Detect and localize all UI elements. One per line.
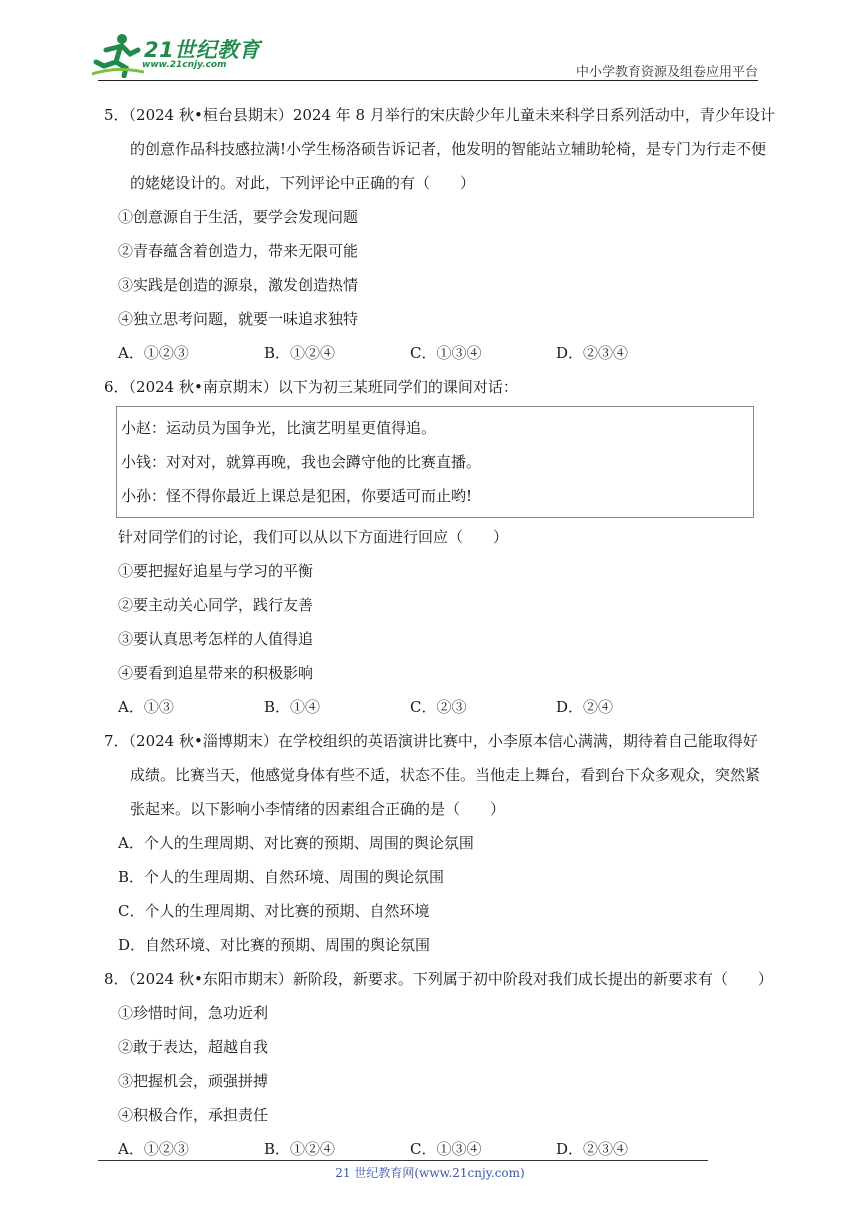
choice-c: C．②③ <box>410 698 467 716</box>
choice-a: A．①③ <box>118 698 174 716</box>
answer-choices <box>104 336 764 370</box>
dialogue-line: 小钱：对对对，就算再晚，我也会蹲守他的比赛直播。 <box>121 453 482 471</box>
logo-text: 21世纪教育 <box>144 38 261 62</box>
choice-b: B．①②④ <box>264 1140 336 1158</box>
statement-item: ②青春蕴含着创造力，带来无限可能 <box>118 242 359 260</box>
question-7 <box>104 724 764 962</box>
question-stem-line: 张起来。以下影响小李情绪的因素组合正确的是（ ） <box>130 800 506 818</box>
runner-logo-icon <box>92 32 144 78</box>
statement-item: ③要认真思考怎样的人值得追 <box>118 630 314 648</box>
choice-a: A．个人的生理周期、对比赛的预期、周围的舆论氛围 <box>118 834 474 852</box>
choice-c: C．①③④ <box>410 1140 482 1158</box>
choice-d: D．②③④ <box>556 344 629 362</box>
question-stem-line: 的创意作品科技感拉满!小学生杨洛硕告诉记者，他发明的智能站立辅助轮椅，是专门为行走不便 <box>130 140 767 158</box>
dialogue-line: 小孙：怪不得你最近上课总是犯困，你要适可而止哟! <box>121 487 473 505</box>
choice-c: C．个人的生理周期、对比赛的预期、自然环境 <box>118 902 430 920</box>
statement-item: ③把握机会，顽强拼搏 <box>118 1072 269 1090</box>
answer-choices <box>104 690 764 724</box>
page-header <box>0 0 860 84</box>
statement-item: ①要把握好追星与学习的平衡 <box>118 562 314 580</box>
dialogue-box <box>116 406 754 518</box>
question-stem-line: 5．（2024 秋•桓台县期末）2024 年 8 月举行的宋庆龄少年儿童未来科学日系列活动中，青少年设计 <box>104 106 775 124</box>
logo-url: www.21cnjy.com <box>142 60 227 70</box>
question-list <box>104 98 775 1166</box>
statement-item: ③实践是创造的源泉，激发创造热情 <box>118 276 359 294</box>
choice-b: B．个人的生理周期、自然环境、周围的舆论氛围 <box>118 868 445 886</box>
choice-c: C．①③④ <box>410 344 482 362</box>
question-stem-line: 成绩。比赛当天，他感觉身体有些不适，状态不佳。当他走上舞台，看到台下众多观众，突然紧 <box>130 766 761 784</box>
statement-item: ②敢于表达，超越自我 <box>118 1038 269 1056</box>
platform-title: 中小学教育资源及组卷应用平台 <box>575 65 758 80</box>
choice-b: B．①②④ <box>264 344 336 362</box>
question-6 <box>104 370 764 724</box>
question-8 <box>104 962 773 1166</box>
statement-item: ④独立思考问题，就要一味追求独特 <box>118 310 359 328</box>
footer-link[interactable]: 21 世纪教育网(www.21cnjy.com) <box>335 1166 525 1180</box>
site-logo <box>92 32 262 78</box>
question-stem-line: 的姥姥设计的。对此，下列评论中正确的有（ ） <box>130 174 476 192</box>
dialogue-line: 小赵：运动员为国争光，比演艺明星更值得追。 <box>121 419 437 437</box>
statement-item: ①珍惜时间，急功近利 <box>118 1004 269 1022</box>
choice-d: D．②③④ <box>556 1140 629 1158</box>
choice-d: D．自然环境、对比赛的预期、周围的舆论氛围 <box>118 936 431 954</box>
footer-divider <box>98 1160 708 1161</box>
question-prompt: 针对同学们的讨论，我们可以从以下方面进行回应（ ） <box>118 528 509 546</box>
header-divider <box>98 80 758 81</box>
statement-item: ④积极合作，承担责任 <box>118 1106 269 1124</box>
question-stem-line: 7．（2024 秋•淄博期末）在学校组织的英语演讲比赛中，小李原本信心满满，期待着自己能取得好 <box>104 732 758 750</box>
statement-item: ④要看到追星带来的积极影响 <box>118 664 314 682</box>
choice-a: A．①②③ <box>118 344 189 362</box>
question-5 <box>104 98 775 370</box>
statement-item: ①创意源自于生活，要学会发现问题 <box>118 208 359 226</box>
choice-d: D．②④ <box>556 698 614 716</box>
question-stem-line: 6．（2024 秋•南京期末）以下为初三某班同学们的课间对话： <box>104 378 518 396</box>
question-stem-line: 8．（2024 秋•东阳市期末）新阶段，新要求。下列属于初中阶段对我们成长提出的新要求有（ ） <box>104 970 773 988</box>
choice-b: B．①④ <box>264 698 321 716</box>
statement-item: ②要主动关心同学，践行友善 <box>118 596 314 614</box>
choice-a: A．①②③ <box>118 1140 189 1158</box>
